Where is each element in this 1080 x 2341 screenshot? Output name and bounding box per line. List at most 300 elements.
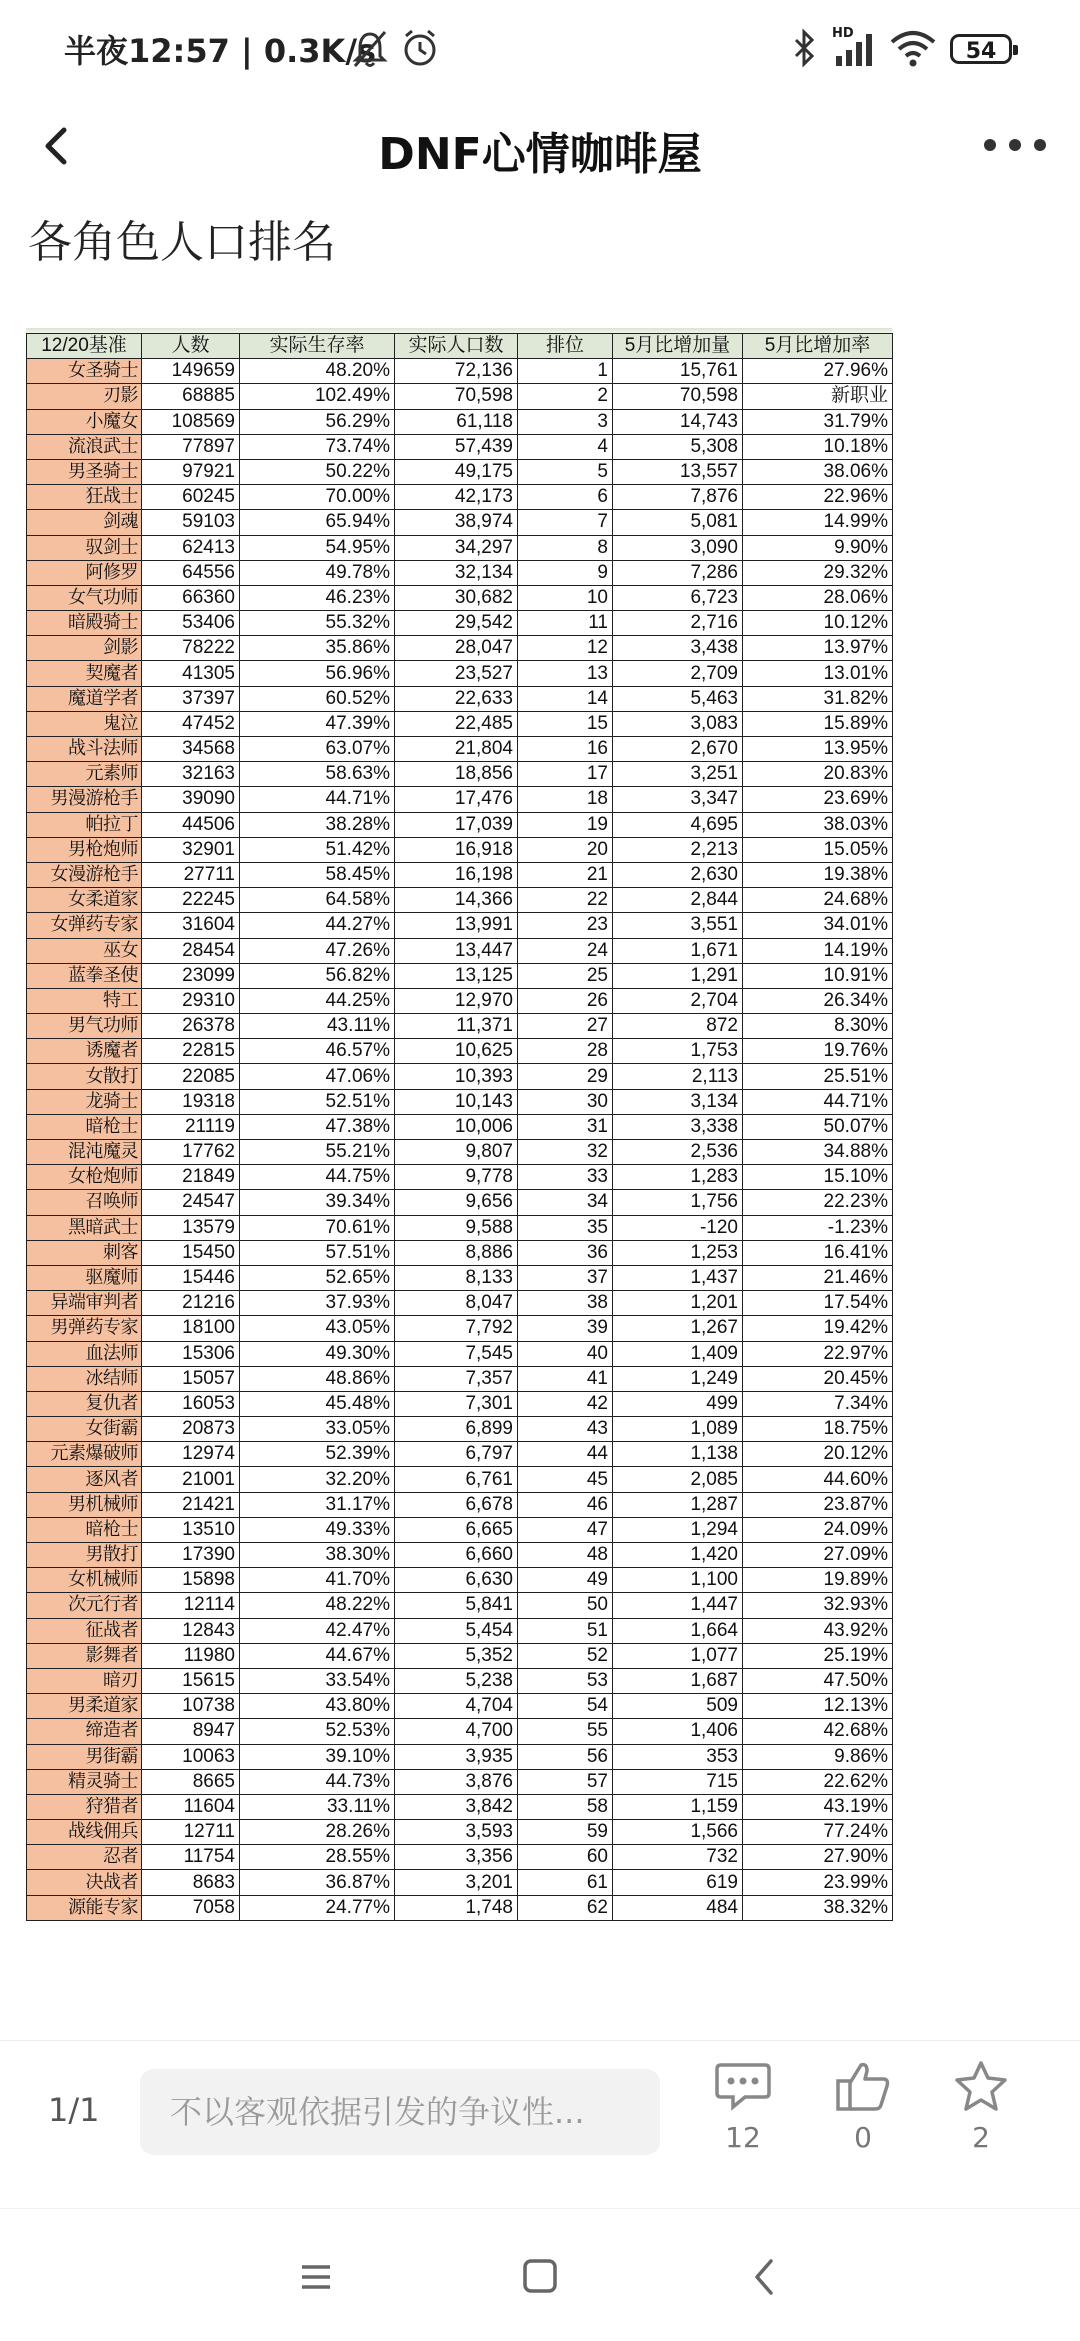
table-cell: 33	[518, 1165, 613, 1190]
table-cell: 31.17%	[240, 1492, 395, 1517]
table-cell: 6,797	[395, 1442, 518, 1467]
thumbs-up-icon	[833, 2059, 893, 2113]
table-cell: 45	[518, 1467, 613, 1492]
role-name-cell: 男机械师	[27, 1492, 142, 1517]
table-cell: 29,542	[395, 611, 518, 636]
table-cell: 52.53%	[240, 1719, 395, 1744]
table-cell: 23,527	[395, 661, 518, 686]
table-row	[27, 837, 893, 862]
table-cell: 8	[518, 535, 613, 560]
table-cell: 10,393	[395, 1064, 518, 1089]
table-cell: 21,804	[395, 737, 518, 762]
table-cell: 7,792	[395, 1316, 518, 1341]
table-row	[27, 737, 893, 762]
alarm-icon	[400, 26, 440, 70]
star-count: 2	[972, 2121, 990, 2154]
table-row	[27, 762, 893, 787]
table-cell: 2,670	[613, 737, 743, 762]
table-cell: 2,213	[613, 837, 743, 862]
table-cell: 18	[518, 787, 613, 812]
table-cell: 18.75%	[743, 1417, 893, 1442]
table-row	[27, 686, 893, 711]
table-cell: 22085	[142, 1064, 240, 1089]
role-name-cell: 暗殿骑士	[27, 611, 142, 636]
role-name-cell: 黑暗武士	[27, 1215, 142, 1240]
role-name-cell: 刃影	[27, 384, 142, 409]
like-count: 0	[854, 2121, 872, 2154]
table-cell: 8,047	[395, 1291, 518, 1316]
table-cell: 54	[518, 1694, 613, 1719]
role-name-cell: 男散打	[27, 1543, 142, 1568]
ranking-table	[26, 333, 893, 1921]
table-row	[27, 938, 893, 963]
table-cell: 39090	[142, 787, 240, 812]
table-cell: 12	[518, 636, 613, 661]
table-cell: 19.42%	[743, 1316, 893, 1341]
table-cell: 13,125	[395, 963, 518, 988]
table-cell: 6	[518, 485, 613, 510]
table-cell: 20.12%	[743, 1442, 893, 1467]
table-cell: 3,251	[613, 762, 743, 787]
table-cell: 3,083	[613, 711, 743, 736]
table-cell: 60	[518, 1845, 613, 1870]
table-cell: 12,970	[395, 988, 518, 1013]
table-row	[27, 1240, 893, 1265]
role-name-cell: 女圣骑士	[27, 359, 142, 384]
table-cell: 499	[613, 1391, 743, 1416]
table-cell: 7,545	[395, 1341, 518, 1366]
table-cell: 24.09%	[743, 1517, 893, 1542]
table-cell: 1,420	[613, 1543, 743, 1568]
table-row	[27, 1089, 893, 1114]
table-cell: 32.20%	[240, 1467, 395, 1492]
table-cell: 47.50%	[743, 1668, 893, 1693]
table-cell: 1,756	[613, 1190, 743, 1215]
table-cell: 31	[518, 1114, 613, 1139]
table-cell: 2,844	[613, 888, 743, 913]
table-cell: 26.34%	[743, 988, 893, 1013]
table-cell: 60245	[142, 485, 240, 510]
table-cell: 1	[518, 359, 613, 384]
table-cell: 48	[518, 1543, 613, 1568]
table-cell: 55.21%	[240, 1140, 395, 1165]
table-cell: 15.05%	[743, 837, 893, 862]
table-cell: 1,100	[613, 1568, 743, 1593]
battery-icon: 54	[950, 34, 1012, 64]
table-cell: 49	[518, 1568, 613, 1593]
table-cell: 28.55%	[240, 1845, 395, 1870]
table-row	[27, 1014, 893, 1039]
table-cell: 11980	[142, 1643, 240, 1668]
table-cell: 44.25%	[240, 988, 395, 1013]
table-cell: 41305	[142, 661, 240, 686]
table-row	[27, 661, 893, 686]
table-cell: 108569	[142, 409, 240, 434]
table-cell: 5,454	[395, 1618, 518, 1643]
table-cell: 50.07%	[743, 1114, 893, 1139]
table-cell: 30	[518, 1089, 613, 1114]
role-name-cell: 男气功师	[27, 1014, 142, 1039]
table-cell: 3,551	[613, 913, 743, 938]
role-name-cell: 驭剑士	[27, 535, 142, 560]
page-indicator: 1/1	[48, 2091, 100, 2129]
mute-bell-icon	[352, 26, 388, 70]
table-cell: 45.48%	[240, 1391, 395, 1416]
table-cell: 39.34%	[240, 1190, 395, 1215]
status-net-speed: 0.3K/s	[263, 32, 377, 70]
table-cell: 2,716	[613, 611, 743, 636]
table-cell: 77.24%	[743, 1820, 893, 1845]
more-dots-icon[interactable]	[980, 130, 1050, 160]
system-nav-bar	[0, 2208, 1080, 2341]
table-cell: 13.97%	[743, 636, 893, 661]
table-row	[27, 611, 893, 636]
table-row	[27, 1140, 893, 1165]
table-cell: 10.91%	[743, 963, 893, 988]
table-cell: 5,352	[395, 1643, 518, 1668]
wifi-icon	[888, 26, 938, 70]
table-cell: 52	[518, 1643, 613, 1668]
role-name-cell: 阿修罗	[27, 560, 142, 585]
table-row	[27, 988, 893, 1013]
table-cell: 21.46%	[743, 1265, 893, 1290]
table-cell: 13510	[142, 1517, 240, 1542]
signal-icon	[832, 26, 878, 70]
table-cell: 70.00%	[240, 485, 395, 510]
like-button[interactable]	[813, 2059, 913, 2154]
table-cell: 484	[613, 1895, 743, 1920]
table-row	[27, 1794, 893, 1819]
table-cell: 68885	[142, 384, 240, 409]
role-name-cell: 龙骑士	[27, 1089, 142, 1114]
table-cell: 43.92%	[743, 1618, 893, 1643]
table-cell: 10.12%	[743, 611, 893, 636]
table-cell: 25.19%	[743, 1643, 893, 1668]
table-row	[27, 1668, 893, 1693]
table-cell: 1,267	[613, 1316, 743, 1341]
table-cell: 32,134	[395, 560, 518, 585]
table-cell: 53	[518, 1668, 613, 1693]
table-cell: 6,630	[395, 1568, 518, 1593]
table-cell: 21119	[142, 1114, 240, 1139]
table-cell: 70,598	[395, 384, 518, 409]
table-cell: 12711	[142, 1820, 240, 1845]
table-cell: 10	[518, 585, 613, 610]
role-name-cell: 小魔女	[27, 409, 142, 434]
table-cell: 51	[518, 1618, 613, 1643]
table-cell: 29.32%	[743, 560, 893, 585]
table-cell: 29310	[142, 988, 240, 1013]
table-cell: 58	[518, 1794, 613, 1819]
table-cell: 149659	[142, 359, 240, 384]
table-cell: 9.86%	[743, 1744, 893, 1769]
table-row	[27, 1492, 893, 1517]
table-cell: 64.58%	[240, 888, 395, 913]
table-cell: 7,286	[613, 560, 743, 585]
table-row	[27, 1265, 893, 1290]
table-row	[27, 888, 893, 913]
table-cell: 59103	[142, 510, 240, 535]
table-cell: 27711	[142, 862, 240, 887]
table-cell: 44506	[142, 812, 240, 837]
table-cell: 17,039	[395, 812, 518, 837]
table-cell: 15450	[142, 1240, 240, 1265]
table-cell: 44	[518, 1442, 613, 1467]
table-row	[27, 1442, 893, 1467]
table-cell: 7.34%	[743, 1391, 893, 1416]
table-cell: 97921	[142, 459, 240, 484]
role-name-cell: 狂战士	[27, 485, 142, 510]
table-row	[27, 1694, 893, 1719]
table-cell: 8.30%	[743, 1014, 893, 1039]
table-cell: 31.82%	[743, 686, 893, 711]
table-cell: 2	[518, 384, 613, 409]
hd-label: HD	[832, 26, 854, 41]
table-row	[27, 409, 893, 434]
table-row	[27, 1870, 893, 1895]
table-cell: 38,974	[395, 510, 518, 535]
table-cell: 36	[518, 1240, 613, 1265]
table-cell: 13,447	[395, 938, 518, 963]
table-cell: 7,876	[613, 485, 743, 510]
status-bar	[0, 0, 1080, 100]
table-row	[27, 1593, 893, 1618]
table-cell: 52.39%	[240, 1442, 395, 1467]
table-cell: 9,656	[395, 1190, 518, 1215]
back-icon[interactable]	[735, 2249, 795, 2305]
table-cell: 3,134	[613, 1089, 743, 1114]
table-cell: 12.13%	[743, 1694, 893, 1719]
table-row	[27, 1114, 893, 1139]
table-cell: 3,347	[613, 787, 743, 812]
table-cell: 2,709	[613, 661, 743, 686]
table-cell: 32.93%	[743, 1593, 893, 1618]
home-icon[interactable]	[510, 2249, 570, 2305]
role-name-cell: 男漫游枪手	[27, 787, 142, 812]
table-cell: 22815	[142, 1039, 240, 1064]
table-cell: 16053	[142, 1391, 240, 1416]
role-name-cell: 女枪炮师	[27, 1165, 142, 1190]
table-cell: 9,778	[395, 1165, 518, 1190]
table-cell: 12114	[142, 1593, 240, 1618]
table-cell: 33.54%	[240, 1668, 395, 1693]
table-row	[27, 913, 893, 938]
star-icon	[951, 2059, 1011, 2113]
table-cell: 48.22%	[240, 1593, 395, 1618]
table-row	[27, 1543, 893, 1568]
table-cell: 15	[518, 711, 613, 736]
table-cell: 60.52%	[240, 686, 395, 711]
status-separator: |	[241, 32, 264, 70]
comment-button[interactable]	[693, 2059, 793, 2154]
table-cell: 41	[518, 1366, 613, 1391]
table-cell: 1,077	[613, 1643, 743, 1668]
table-row	[27, 1190, 893, 1215]
table-cell: 22.97%	[743, 1341, 893, 1366]
table-cell: 34,297	[395, 535, 518, 560]
table-cell: 44.73%	[240, 1769, 395, 1794]
table-cell: 38.03%	[743, 812, 893, 837]
role-name-cell: 缔造者	[27, 1719, 142, 1744]
column-header: 5月比增加率	[743, 334, 893, 359]
table-cell: 32163	[142, 762, 240, 787]
table-row	[27, 1845, 893, 1870]
table-cell: 7058	[142, 1895, 240, 1920]
table-cell: 21849	[142, 1165, 240, 1190]
table-cell: 43.80%	[240, 1694, 395, 1719]
role-name-cell: 男柔道家	[27, 1694, 142, 1719]
table-cell: 16	[518, 737, 613, 762]
table-cell: 38.30%	[240, 1543, 395, 1568]
table-cell: 48.86%	[240, 1366, 395, 1391]
table-cell: 1,748	[395, 1895, 518, 1920]
table-cell: 19.38%	[743, 862, 893, 887]
table-cell: 61	[518, 1870, 613, 1895]
role-name-cell: 契魔者	[27, 661, 142, 686]
table-cell: 43	[518, 1417, 613, 1442]
table-row	[27, 1165, 893, 1190]
table-cell: 509	[613, 1694, 743, 1719]
status-time: 半夜12:57	[64, 32, 230, 70]
table-cell: 3,593	[395, 1820, 518, 1845]
table-cell: 15615	[142, 1668, 240, 1693]
table-cell: 22	[518, 888, 613, 913]
column-header: 实际人口数	[395, 334, 518, 359]
table-cell: 3,876	[395, 1769, 518, 1794]
table-cell: 21421	[142, 1492, 240, 1517]
status-left	[64, 26, 376, 72]
table-cell: 43.05%	[240, 1316, 395, 1341]
table-cell: 13,557	[613, 459, 743, 484]
table-cell: 13.95%	[743, 737, 893, 762]
table-cell: 29	[518, 1064, 613, 1089]
table-cell: 新职业	[743, 384, 893, 409]
table-cell: 16.41%	[743, 1240, 893, 1265]
table-cell: 34.88%	[743, 1140, 893, 1165]
table-cell: 64556	[142, 560, 240, 585]
table-cell: 49,175	[395, 459, 518, 484]
table-cell: 14,743	[613, 409, 743, 434]
role-name-cell: 巫女	[27, 938, 142, 963]
table-cell: 47.39%	[240, 711, 395, 736]
role-name-cell: 男枪炮师	[27, 837, 142, 862]
role-name-cell: 暗枪士	[27, 1517, 142, 1542]
table-cell: 1,437	[613, 1265, 743, 1290]
table-cell: 5,238	[395, 1668, 518, 1693]
role-name-cell: 忍者	[27, 1845, 142, 1870]
table-cell: 1,138	[613, 1442, 743, 1467]
table-cell: 1,687	[613, 1668, 743, 1693]
menu-icon[interactable]	[286, 2249, 346, 2305]
table-cell: 1,447	[613, 1593, 743, 1618]
table-cell: 14	[518, 686, 613, 711]
table-cell: 15306	[142, 1341, 240, 1366]
table-cell: 1,253	[613, 1240, 743, 1265]
table-cell: 46	[518, 1492, 613, 1517]
table-cell: 44.27%	[240, 913, 395, 938]
table-cell: 54.95%	[240, 535, 395, 560]
role-name-cell: 诱魔者	[27, 1039, 142, 1064]
table-cell: 47.26%	[240, 938, 395, 963]
role-name-cell: 鬼泣	[27, 711, 142, 736]
table-cell: 56.82%	[240, 963, 395, 988]
table-cell: 1,089	[613, 1417, 743, 1442]
role-name-cell: 狩猎者	[27, 1794, 142, 1819]
role-name-cell: 血法师	[27, 1341, 142, 1366]
role-name-cell: 决战者	[27, 1870, 142, 1895]
table-row	[27, 560, 893, 585]
table-cell: 22.23%	[743, 1190, 893, 1215]
table-cell: 10,006	[395, 1114, 518, 1139]
table-row	[27, 1517, 893, 1542]
table-cell: 2,085	[613, 1467, 743, 1492]
table-cell: 17	[518, 762, 613, 787]
table-cell: 3,090	[613, 535, 743, 560]
table-cell: 57	[518, 1769, 613, 1794]
table-cell: 34.01%	[743, 913, 893, 938]
table-cell: 14.19%	[743, 938, 893, 963]
table-cell: 30,682	[395, 585, 518, 610]
nav-bar	[0, 100, 1080, 190]
table-cell: 21	[518, 862, 613, 887]
table-cell: 66360	[142, 585, 240, 610]
table-cell: 24.68%	[743, 888, 893, 913]
table-cell: 6,899	[395, 1417, 518, 1442]
table-cell: 5,463	[613, 686, 743, 711]
table-cell: -1.23%	[743, 1215, 893, 1240]
table-cell: 4	[518, 434, 613, 459]
role-name-cell: 驱魔师	[27, 1265, 142, 1290]
table-cell: 39.10%	[240, 1744, 395, 1769]
table-cell: 17762	[142, 1140, 240, 1165]
table-row	[27, 585, 893, 610]
table-row	[27, 1744, 893, 1769]
table-row	[27, 862, 893, 887]
table-cell: 46.57%	[240, 1039, 395, 1064]
table-cell: 1,753	[613, 1039, 743, 1064]
table-cell: 47.38%	[240, 1114, 395, 1139]
table-cell: 33.05%	[240, 1417, 395, 1442]
role-name-cell: 女散打	[27, 1064, 142, 1089]
table-cell: 28.06%	[743, 585, 893, 610]
table-cell: 26	[518, 988, 613, 1013]
table-cell: 6,665	[395, 1517, 518, 1542]
table-cell: 19318	[142, 1089, 240, 1114]
table-cell: 13579	[142, 1215, 240, 1240]
table-cell: 31.79%	[743, 409, 893, 434]
table-cell: 1,291	[613, 963, 743, 988]
table-cell: 3,935	[395, 1744, 518, 1769]
table-row	[27, 1366, 893, 1391]
table-cell: 15898	[142, 1568, 240, 1593]
table-cell: 63.07%	[240, 737, 395, 762]
favorite-button[interactable]	[931, 2059, 1031, 2154]
table-row	[27, 1820, 893, 1845]
table-cell: 56.29%	[240, 409, 395, 434]
table-cell: 353	[613, 1744, 743, 1769]
role-name-cell: 战斗法师	[27, 737, 142, 762]
ranking-sheet	[26, 333, 892, 1921]
comment-input[interactable]	[140, 2069, 660, 2155]
table-cell: 15.10%	[743, 1165, 893, 1190]
table-cell: 39	[518, 1316, 613, 1341]
role-name-cell: 次元行者	[27, 1593, 142, 1618]
table-cell: 43.19%	[743, 1794, 893, 1819]
role-name-cell: 冰结师	[27, 1366, 142, 1391]
table-cell: 14.99%	[743, 510, 893, 535]
table-cell: 619	[613, 1870, 743, 1895]
role-name-cell: 帕拉丁	[27, 812, 142, 837]
